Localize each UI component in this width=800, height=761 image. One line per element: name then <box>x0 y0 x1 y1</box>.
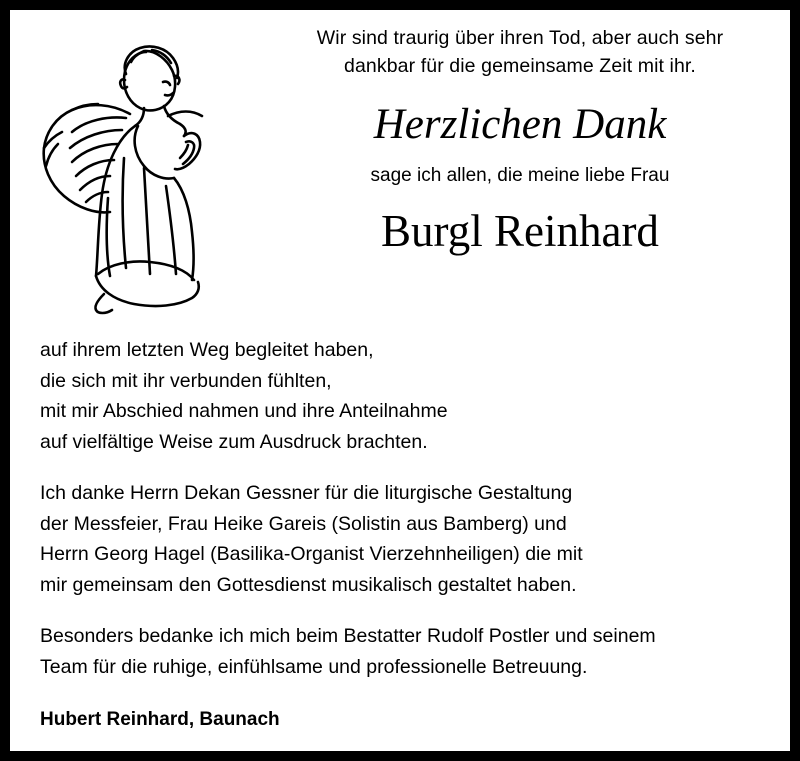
paragraph-line: Besonders bedanke ich mich beim Bestatter Rudolf Postler und seinem <box>40 625 656 647</box>
praying-angel-icon <box>34 18 254 328</box>
deceased-name: Burgl Reinhard <box>381 206 659 256</box>
lead-line-1: Wir sind traurig über ihren Tod, aber auch sehr <box>316 27 724 49</box>
lead-line-2: dankbar für die gemeinsame Zeit mit ihr. <box>344 55 696 77</box>
paragraph-line: auf vielfältige Weise zum Ausdruck brachten. <box>40 430 428 453</box>
paragraph-1 <box>40 335 780 457</box>
sub-line: sage ich allen, die meine liebe Frau <box>370 165 670 186</box>
notice-body <box>40 335 780 734</box>
paragraph-3 <box>40 621 780 682</box>
paragraph-line: Herrn Georg Hagel (Basilika-Organist Vierzehnheiligen) die mit <box>40 543 583 565</box>
signature: Hubert Reinhard, Baunach <box>40 709 280 730</box>
notice-header <box>250 24 790 263</box>
paragraph-line: mit mir Abschied nahmen und ihre Anteilnahme <box>40 400 448 422</box>
paragraph-line: der Messfeier, Frau Heike Gareis (Solistin aus Bamberg) und <box>40 512 567 535</box>
paragraph-line: auf ihrem letzten Weg begleitet haben, <box>40 339 374 361</box>
paragraph-line: mir gemeinsam den Gottesdienst musikalisch gestaltet haben. <box>40 573 577 596</box>
thanks-title: Herzlichen Dank <box>373 101 667 148</box>
notice-content-area <box>10 10 790 751</box>
paragraph-line: die sich mit ihr verbunden fühlten, <box>40 369 332 392</box>
paragraph-line: Team für die ruhige, einfühlsame und professionelle Betreuung. <box>40 655 588 678</box>
paragraph-2 <box>40 478 780 600</box>
paragraph-line: Ich danke Herrn Dekan Gessner für die liturgische Gestaltung <box>40 482 573 504</box>
